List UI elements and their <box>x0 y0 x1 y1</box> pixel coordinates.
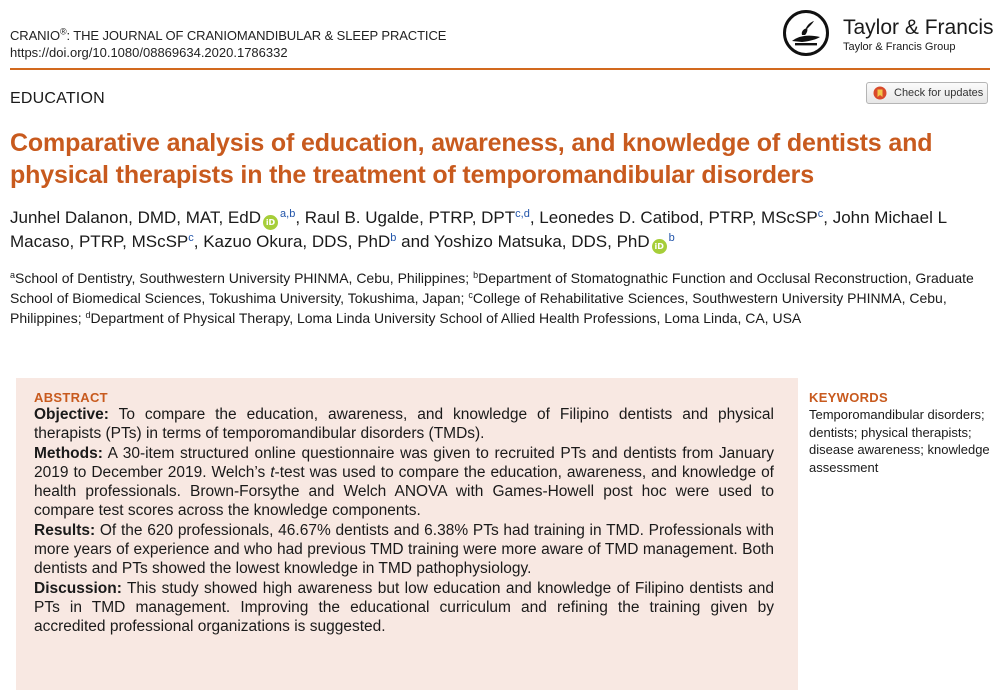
abstract-body <box>34 405 774 637</box>
methods-text-continued: -test was used to compare the education, awareness, and knowledge of health professionals. Brown-Forsythe and Welch ANOVA with Games-Howell post hoc were used to compare test scores across the knowledge components. <box>34 463 774 520</box>
registered-mark: ® <box>59 26 67 37</box>
abstract-heading: ABSTRACT <box>34 390 108 405</box>
affiliation-text: School of Dentistry, Southwestern University PHINMA, Cebu, Philippines; <box>15 270 474 286</box>
author-affiliation-mark: a,b <box>280 208 296 220</box>
section-label: EDUCATION <box>10 90 105 107</box>
author-separator: , <box>823 208 833 227</box>
author-separator: , <box>295 208 305 227</box>
author-separator: and <box>396 232 434 251</box>
lamp-icon <box>781 8 831 58</box>
publisher-group: Taylor & Francis Group <box>843 41 956 53</box>
objective-label: Objective: <box>34 406 109 423</box>
methods-text: A 30-item structured online questionnaire was given to recruited PTs and dentists from January 2019 to December 2019. Welch’s <box>34 444 774 481</box>
methods-label: Methods: <box>34 444 103 462</box>
abstract-objective <box>34 405 774 444</box>
author-name[interactable]: Yoshizo Matsuka, DDS, PhD <box>433 232 650 251</box>
author-affiliation-mark: c <box>188 232 194 244</box>
discussion-label: Discussion: <box>34 579 122 597</box>
objective-text: To compare the education, awareness, and knowledge of Filipino dentists and physical therapists (PTs) in terms of temporomandibular disorders (TMDs). <box>34 406 774 443</box>
author-name[interactable]: Raul B. Ugalde, PTRP, DPT <box>304 208 516 227</box>
journal-name-rest: : THE JOURNAL OF CRANIOMANDIBULAR & SLEEP PRACTICE <box>66 28 447 43</box>
discussion-text: This study showed high awareness but low education and knowledge of Filipino dentists and PTs in TMD management. Improving the educational curriculum and refining the training given by accredited professional organizations is suggested. <box>34 579 774 636</box>
affiliations <box>10 268 995 328</box>
author-name[interactable]: Kazuo Okura, DDS, PhD <box>203 232 391 251</box>
check-for-updates-button[interactable] <box>866 82 988 104</box>
author-separator: , <box>193 232 204 251</box>
journal-name <box>10 27 446 44</box>
affiliation-mark: d <box>85 310 91 320</box>
author-affiliation-mark: c,d <box>515 208 530 220</box>
affiliation-text: Department of Stomatognathic Function and Occlusal Reconstruction, Graduate School of Biomedical Sciences, Tokushima University, Tokushima, Japan; <box>10 270 974 306</box>
journal-name-main: CRANIO <box>10 28 60 43</box>
orcid-icon[interactable]: iD <box>263 215 278 230</box>
doi-link[interactable]: https://doi.org/10.1080/08869634.2020.1786332 <box>10 45 288 60</box>
affiliation-mark: b <box>473 270 479 280</box>
author-affiliation-mark: b <box>668 232 675 244</box>
header-divider <box>10 68 990 70</box>
author-list <box>10 206 995 254</box>
affiliation-mark: a <box>10 270 16 280</box>
affiliation-text: College of Rehabilitative Sciences, Southwestern University PHINMA, Cebu, Philippines; <box>10 290 947 326</box>
publisher-name: Taylor & Francis <box>843 16 994 39</box>
abstract-discussion <box>34 579 774 637</box>
author-name[interactable]: John Michael L Macaso, PTRP, MScSP <box>10 208 947 251</box>
affiliation-mark: c <box>468 290 473 300</box>
article-title: Comparative analysis of education, awareness, and knowledge of dentists and physical therapists in the treatment of temporomandibular disorders <box>10 129 933 189</box>
abstract-results <box>34 521 774 579</box>
author-affiliation-mark: b <box>390 232 397 244</box>
abstract-methods <box>34 444 774 521</box>
orcid-icon[interactable]: iD <box>652 239 667 254</box>
author-affiliation-mark: c <box>817 208 824 220</box>
publisher-logo[interactable] <box>781 8 996 58</box>
author-separator: , <box>529 208 540 227</box>
author-name[interactable]: Junhel Dalanon, DMD, MAT, EdD <box>10 208 262 227</box>
author-name[interactable]: Leonedes D. Catibod, PTRP, MScSP <box>539 208 818 227</box>
methods-t-italic: t <box>270 463 275 481</box>
affiliation-text: Department of Physical Therapy, Loma Linda University School of Allied Health Professions, Loma Linda, CA, USA <box>90 310 802 326</box>
results-text: Of the 620 professionals, 46.67% dentists and 6.38% PTs had training in TMD. Professionals with more years of experience and who had previous TMD training were more aware of TMD management. Both dentists and PTs showed the lowest knowledge in TMD pathophysiology. <box>34 521 774 578</box>
keywords-heading: KEYWORDS <box>809 390 888 405</box>
results-label: Results: <box>34 521 96 539</box>
keywords-list: Temporomandibular disorders; dentists; physical therapists; disease awareness; knowledge assessment <box>809 407 990 475</box>
bookmark-update-icon <box>873 86 887 100</box>
check-for-updates-label: Check for updates <box>894 87 984 99</box>
